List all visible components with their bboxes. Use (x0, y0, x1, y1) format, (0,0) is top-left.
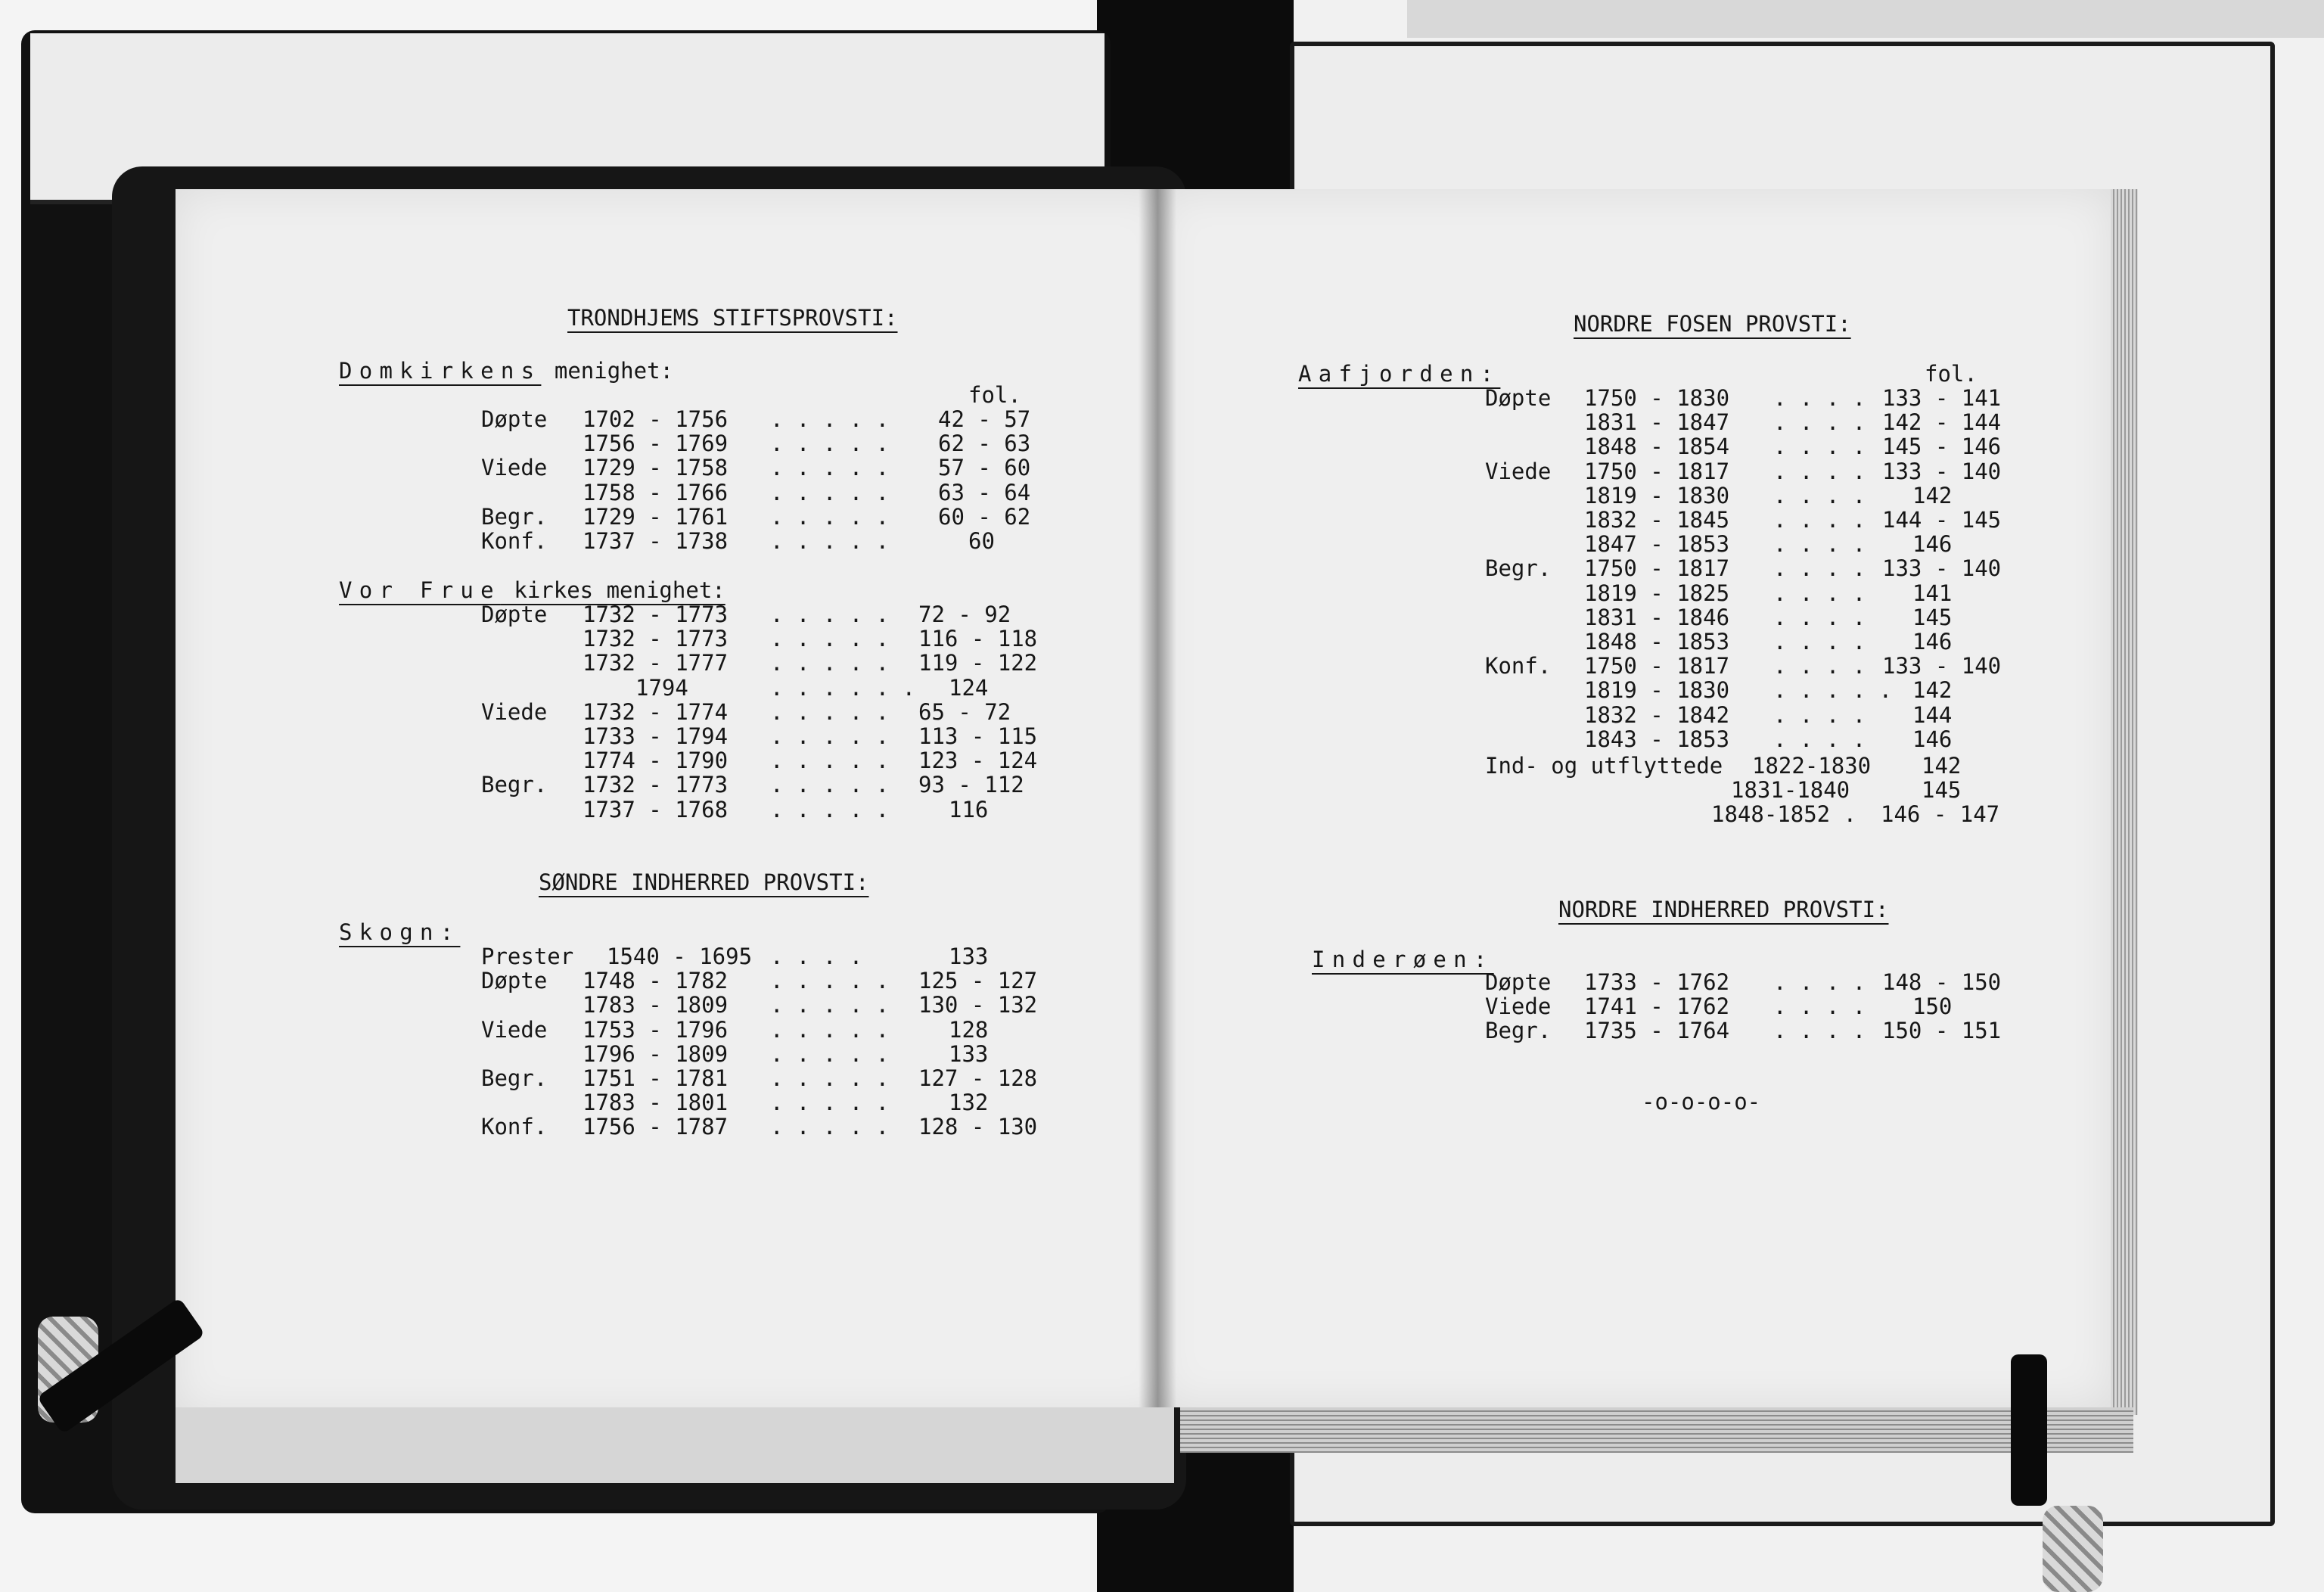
row-label: Begr. (481, 503, 548, 530)
row-folio: 146 (1912, 629, 1953, 655)
row-dots: . . . . . (770, 650, 890, 676)
row-years: 1750 - 1830 (1584, 385, 1730, 411)
row-folio: 141 (1912, 580, 1953, 606)
ind-row-folio: 146 - 147 (1881, 801, 2000, 828)
row-folio: 62 - 63 (938, 431, 1031, 457)
row-years: 1848 - 1854 (1584, 434, 1730, 460)
right-page-title: NORDRE FOSEN PROVSTI: (1574, 311, 1851, 337)
row-dots: . . . . (1773, 385, 1866, 411)
row-folio: 132 (949, 1090, 989, 1116)
left-page-bottom-edge (176, 1407, 1174, 1483)
row-label: Viede (481, 698, 548, 725)
row-folio: 142 - 144 (1882, 409, 2002, 436)
row-dots: . . . . (1773, 604, 1866, 630)
row-dots: . . . . . (770, 406, 890, 432)
row-folio: 146 (1912, 531, 1953, 558)
row-folio: 128 (949, 1016, 989, 1043)
row-folio: 57 - 60 (938, 455, 1031, 481)
row-folio: 128 - 130 (918, 1114, 1038, 1140)
row-years: 1732 - 1774 (583, 698, 729, 725)
right-page-fore-edge (2111, 189, 2138, 1415)
row-years: 1750 - 1817 (1584, 555, 1730, 582)
row-folio: 142 (1912, 482, 1953, 508)
row-dots: . . . . . (770, 455, 890, 481)
row-label: Viede (1485, 993, 1552, 1020)
row-folio: 133 - 140 (1882, 555, 2002, 582)
row-folio: 133 - 140 (1882, 653, 2002, 679)
row-years: 1783 - 1809 (583, 992, 729, 1018)
row-dots: . . . . (1773, 969, 1866, 995)
row-years: 1729 - 1758 (583, 455, 729, 481)
row-years: 1847 - 1853 (1584, 531, 1730, 558)
row-folio: 127 - 128 (918, 1065, 1038, 1091)
row-years: 1832 - 1845 (1584, 507, 1730, 533)
row-label: Begr. (1485, 1018, 1552, 1044)
row-dots: . . . . (1773, 409, 1866, 436)
row-folio: 72 - 92 (918, 602, 1011, 627)
row-dots: . . . . . (770, 772, 890, 798)
row-folio: 142 (1912, 677, 1953, 704)
domkirken-heading-spaced: Domkirkens (339, 358, 542, 384)
row-folio: 144 (1912, 701, 1953, 728)
row-label: Viede (481, 1016, 548, 1043)
row-dots: . . . . . (770, 602, 890, 627)
row-years: 1751 - 1781 (583, 1065, 729, 1091)
row-dots: . . . . (1773, 580, 1866, 606)
sondre-title: SØNDRE INDHERRED PROVSTI: (539, 869, 869, 895)
row-label: Viede (481, 455, 548, 481)
page-clip-right (2011, 1354, 2047, 1506)
row-label: Døpte (481, 968, 548, 994)
row-years: 1831 - 1847 (1584, 409, 1730, 436)
row-dots: . . . . . (770, 479, 890, 505)
row-years: 1819 - 1830 (1584, 677, 1730, 704)
row-dots: . . . . . . (770, 674, 916, 701)
end-mark: -o-o-o-o- (1642, 1089, 1761, 1115)
vorfrue-heading-spaced: Vor Frue (339, 577, 501, 603)
row-years: 1758 - 1766 (583, 479, 729, 505)
inderoen-heading: Inderøen: (1312, 947, 1494, 972)
domkirken-fol-header: fol. (968, 382, 1021, 408)
row-dots: . . . . . (770, 723, 890, 749)
row-label: Konf. (1485, 653, 1552, 679)
row-folio: 150 (1912, 993, 1953, 1020)
spine-shadow (1139, 189, 1176, 1407)
row-dots: . . . . . (770, 968, 890, 994)
domkirken-heading (339, 359, 673, 383)
domkirken-heading-rest: menighet: (541, 358, 674, 384)
ind-row-years: 1848-1852 . (1711, 801, 1857, 828)
row-dots: . . . . . (770, 528, 890, 554)
row-dots: . . . . (1773, 1018, 1866, 1044)
vorfrue-heading-rest: kirkes menighet: (500, 577, 725, 603)
row-years: 1729 - 1761 (583, 503, 729, 530)
row-folio: 63 - 64 (938, 479, 1031, 505)
background-top-right (1407, 0, 2324, 38)
row-label: Døpte (481, 602, 548, 627)
row-years: 1756 - 1787 (583, 1114, 729, 1140)
row-dots: . . . . . (770, 796, 890, 822)
row-years: 1750 - 1817 (1584, 458, 1730, 484)
row-years: 1843 - 1853 (1584, 726, 1730, 752)
row-years: 1702 - 1756 (583, 406, 729, 432)
row-label: Døpte (481, 406, 548, 432)
row-dots: . . . . (1773, 482, 1866, 508)
row-dots: . . . . (1773, 434, 1866, 460)
row-dots: . . . . (1773, 701, 1866, 728)
vorfrue-heading (339, 578, 725, 602)
row-dots: . . . . (1773, 555, 1866, 582)
row-label: Konf. (481, 528, 548, 554)
row-dots: . . . . . (770, 626, 890, 652)
row-dots: . . . . (1773, 507, 1866, 533)
skogn-heading: Skogn: (339, 919, 461, 945)
row-label: Begr. (481, 1065, 548, 1091)
row-years: 1848 - 1853 (1584, 629, 1730, 655)
row-folio: 145 - 146 (1882, 434, 2002, 460)
row-folio: 133 - 141 (1882, 385, 2002, 411)
row-years: 1783 - 1801 (583, 1090, 729, 1116)
ind-row-years: 1822-1830 (1752, 753, 1872, 779)
row-dots: . . . . . (1773, 677, 1893, 704)
row-years: 1748 - 1782 (583, 968, 729, 994)
row-dots: . . . . . (770, 1065, 890, 1091)
ind-row-folio: 145 (1922, 777, 1962, 804)
row-folio: 123 - 124 (918, 748, 1038, 774)
row-folio: 60 (968, 528, 995, 554)
row-dots: . . . . . (770, 1016, 890, 1043)
row-years: 1732 - 1777 (583, 650, 729, 676)
aafjorden-heading: Aafjorden: (1298, 361, 1501, 387)
row-folio: 133 (949, 944, 989, 969)
row-folio: 93 - 112 (918, 772, 1024, 798)
row-folio: 150 - 151 (1882, 1018, 2002, 1044)
row-folio: 116 (949, 796, 989, 822)
row-years: 1737 - 1738 (583, 528, 729, 554)
row-dots: . . . . . (770, 698, 890, 725)
row-years: 1774 - 1790 (583, 748, 729, 774)
aafjorden-fol-header: fol. (1925, 361, 1978, 387)
row-folio: 133 (949, 1040, 989, 1067)
row-label: Døpte (1485, 969, 1552, 995)
row-dots: . . . . . (770, 992, 890, 1018)
nordre-indherred-title: NORDRE INDHERRED PROVSTI: (1558, 897, 1889, 922)
row-folio: 124 (949, 674, 989, 701)
row-years: 1732 - 1773 (583, 626, 729, 652)
row-years: 1819 - 1825 (1584, 580, 1730, 606)
row-dots: . . . . (1773, 629, 1866, 655)
row-dots: . . . . (770, 944, 863, 969)
row-folio: 65 - 72 (918, 698, 1011, 725)
row-years: 1732 - 1773 (583, 602, 729, 627)
row-years: 1831 - 1846 (1584, 604, 1730, 630)
row-folio: 125 - 127 (918, 968, 1038, 994)
row-years: 1735 - 1764 (1584, 1018, 1730, 1044)
row-years: 1540 - 1695 (607, 944, 753, 969)
ind-row-years: 1831-1840 (1731, 777, 1850, 804)
row-dots: . . . . . (770, 748, 890, 774)
row-folio: 146 (1912, 726, 1953, 752)
row-dots: . . . . . (770, 1040, 890, 1067)
row-folio: 130 - 132 (918, 992, 1038, 1018)
row-dots: . . . . (1773, 726, 1866, 752)
left-page-title: TRONDHJEMS STIFTSPROVSTI: (567, 305, 898, 331)
row-dots: . . . . . (770, 1114, 890, 1140)
row-folio: 42 - 57 (938, 406, 1031, 432)
ribbon-right (2043, 1506, 2103, 1592)
ind-row-folio: 142 (1922, 753, 1962, 779)
row-dots: . . . . (1773, 653, 1866, 679)
row-years: 1794 (635, 674, 688, 701)
row-years: 1733 - 1794 (583, 723, 729, 749)
row-folio: 144 - 145 (1882, 507, 2002, 533)
row-years: 1819 - 1830 (1584, 482, 1730, 508)
row-years: 1832 - 1842 (1584, 701, 1730, 728)
row-label: Viede (1485, 458, 1552, 484)
row-dots: . . . . . (770, 1090, 890, 1116)
row-dots: . . . . (1773, 458, 1866, 484)
row-folio: 148 - 150 (1882, 969, 2002, 995)
row-dots: . . . . . (770, 503, 890, 530)
row-years: 1750 - 1817 (1584, 653, 1730, 679)
row-years: 1737 - 1768 (583, 796, 729, 822)
row-folio: 113 - 115 (918, 723, 1038, 749)
row-dots: . . . . (1773, 993, 1866, 1020)
row-folio: 116 - 118 (918, 626, 1038, 652)
row-dots: . . . . (1773, 531, 1866, 558)
row-years: 1741 - 1762 (1584, 993, 1730, 1020)
row-folio: 119 - 122 (918, 650, 1038, 676)
row-label: Prester (481, 944, 574, 969)
row-years: 1733 - 1762 (1584, 969, 1730, 995)
row-label: Begr. (481, 772, 548, 798)
row-years: 1753 - 1796 (583, 1016, 729, 1043)
row-years: 1796 - 1809 (583, 1040, 729, 1067)
row-label: Døpte (1485, 385, 1552, 411)
row-label: Begr. (1485, 555, 1552, 582)
right-page-bottom-edge (1180, 1407, 2133, 1453)
row-years: 1732 - 1773 (583, 772, 729, 798)
row-label: Konf. (481, 1114, 548, 1140)
row-dots: . . . . . (770, 431, 890, 457)
row-folio: 133 - 140 (1882, 458, 2002, 484)
row-years: 1756 - 1769 (583, 431, 729, 457)
row-folio: 145 (1912, 604, 1953, 630)
row-folio: 60 - 62 (938, 503, 1031, 530)
ind-utflyttede-label: Ind- og utflyttede (1485, 753, 1723, 779)
